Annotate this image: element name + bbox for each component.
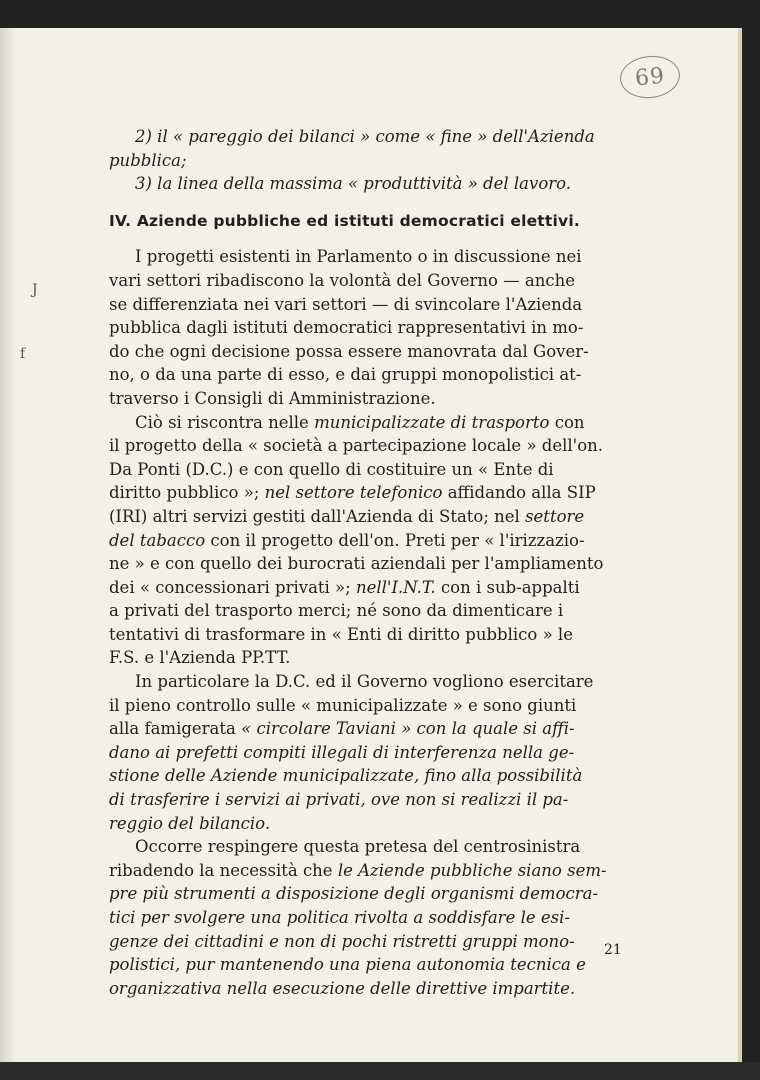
text-line: [109, 458, 617, 482]
text-line: [109, 717, 617, 741]
italic-span: dano ai prefetti compiti illegali di interferenza nella ge-: [109, 742, 575, 762]
text-span: affidando alla SIP: [447, 483, 596, 503]
italic-span: settore: [525, 506, 585, 526]
italic-span: tici per svolgere una politica rivolta a soddisfare le esi-: [109, 908, 570, 927]
text-span: alla famigerata: [109, 719, 236, 739]
paragraph-2: [109, 411, 617, 671]
text-line: [109, 906, 617, 930]
text-line: pubblica;: [109, 150, 187, 170]
text-span: con: [554, 412, 585, 432]
page-number: 21: [604, 942, 622, 958]
text-span: ribadendo la necessità che: [109, 860, 333, 880]
text-line: [109, 812, 617, 836]
text-line: [109, 977, 617, 1001]
italic-span: pre più strumenti a disposizione degli organismi democra-: [109, 884, 599, 904]
text-span: Ciò si riscontra nelle: [135, 412, 309, 432]
text-span: il progetto della « società a partecipazione locale » dell'on.: [109, 436, 604, 456]
text-line: [109, 788, 617, 812]
text-line: [109, 670, 617, 694]
list-item: [109, 125, 617, 149]
scan-background: [0, 1062, 760, 1080]
italic-span: le Aziende pubbliche siano sem-: [337, 860, 607, 880]
list-item: [109, 172, 617, 196]
text-line: [109, 411, 617, 435]
text-line: [109, 694, 617, 718]
text-span: a privati del trasporto merci; né sono da dimenticare i: [109, 601, 564, 621]
text-span: (IRI) altri servizi gestiti dall'Azienda di Stato; nel: [109, 506, 520, 526]
text-line: [109, 646, 617, 670]
text-line: [109, 741, 617, 765]
text-line: [109, 953, 617, 977]
text-line: I progetti esistenti in Parlamento o in discussione nei: [135, 247, 582, 267]
text-span: tentativi di trasformare in « Enti di diritto pubblico » le: [109, 624, 573, 644]
text-line: no, o da una parte di esso, e dai gruppi monopolistici at-: [109, 365, 582, 385]
italic-span: organizzativa nella esecuzione delle direttive impartite.: [109, 978, 576, 998]
page-body: [109, 125, 617, 1000]
italic-span: municipalizzate di trasporto: [314, 412, 550, 432]
page-edge: [738, 28, 742, 1080]
italic-span: reggio del bilancio.: [109, 813, 271, 833]
text-line: pubblica dagli istituti democratici rappresentativi in mo-: [109, 318, 584, 338]
text-span: Occorre respingere questa pretesa del centrosinistra: [135, 837, 581, 857]
paragraph-1: [109, 245, 617, 410]
text-line: [109, 505, 617, 529]
text-line: [109, 481, 617, 505]
italic-span: stione delle Aziende municipalizzate, fino alla possibilità: [109, 766, 583, 786]
text-line: [109, 599, 617, 623]
text-line: [109, 764, 617, 788]
italic-span: « circolare Taviani » con la quale si affi-: [241, 719, 575, 739]
text-line: [109, 552, 617, 576]
text-span: ne » e con quello dei burocrati aziendali per l'ampliamento: [109, 554, 604, 574]
text-span: il pieno controllo sulle « municipalizzate » e sono giunti: [109, 695, 577, 715]
text-span: Da Ponti (D.C.) e con quello di costituire un « Ente di: [109, 459, 554, 479]
text-line: [109, 529, 617, 553]
text-line: traverso i Consigli di Amministrazione.: [109, 388, 436, 408]
text-line: [109, 882, 617, 906]
text-span: diritto pubblico »;: [109, 483, 260, 503]
italic-span: nel settore telefonico: [264, 483, 443, 503]
italic-span: nell'I.N.T.: [355, 577, 436, 597]
text-line: se differenziata nei vari settori — di svincolare l'Azienda: [109, 294, 583, 314]
text-line: [109, 434, 617, 458]
text-line: [109, 623, 617, 647]
italic-span: polistici, pur mantenendo una piena autonomia tecnica e: [109, 955, 586, 975]
text-line: vari settori ribadiscono la volontà del Governo — anche: [109, 270, 576, 290]
text-span: con il progetto dell'on. Preti per « l'irizzazio-: [210, 530, 585, 550]
text-span: con i sub-appalti: [440, 577, 580, 597]
text-line: [109, 859, 617, 883]
document-page: [0, 28, 742, 1080]
italic-span: del tabacco: [109, 530, 206, 550]
text-line: 3) la linea della massima « produttività » del lavoro.: [135, 174, 572, 194]
text-line: [109, 576, 617, 600]
paragraph-4: [109, 835, 617, 1000]
text-span: dei « concessionari privati »;: [109, 577, 351, 597]
text-span: F.S. e l'Azienda PP.TT.: [109, 648, 291, 668]
margin-mark: f: [20, 346, 26, 362]
margin-mark: J: [32, 282, 38, 298]
italic-span: di trasferire i servizi ai privati, ove non si realizzi il pa-: [109, 790, 569, 810]
handwritten-page-number-stamp: 69: [618, 53, 682, 101]
text-line: [109, 930, 617, 954]
section-heading: IV. Aziende pubbliche ed istituti democratici elettivi.: [109, 211, 580, 230]
text-span: In particolare la D.C. ed il Governo vogliono esercitare: [135, 672, 594, 692]
text-line: do che ogni decisione possa essere manovrata dal Gover-: [109, 341, 589, 361]
page-binding-shadow: [0, 28, 16, 1080]
paragraph-3: [109, 670, 617, 835]
list-item-continuation: [109, 149, 617, 173]
italic-span: genze dei cittadini e non di pochi ristretti gruppi mono-: [109, 931, 575, 951]
text-line: 2) il « pareggio dei bilanci » come « fine » dell'Azienda: [135, 127, 595, 146]
text-line: [109, 835, 617, 859]
